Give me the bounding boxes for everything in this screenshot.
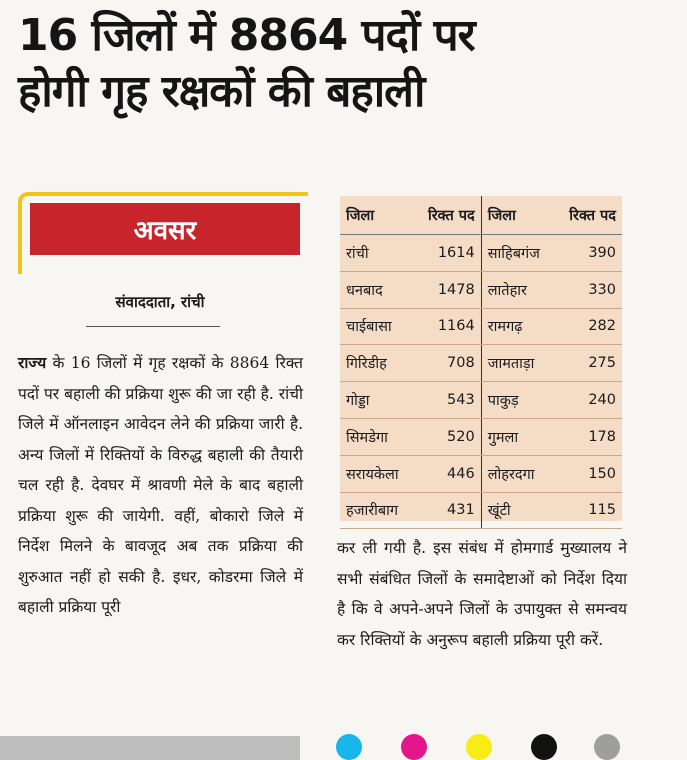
vacancy-table bbox=[340, 196, 622, 529]
byline: संवाददाता, रांची bbox=[115, 293, 205, 311]
table-row bbox=[340, 271, 622, 308]
header-vacancy-1: रिक्त पद bbox=[414, 196, 482, 235]
district-cell: लातेहार bbox=[481, 271, 555, 308]
table-row bbox=[340, 455, 622, 492]
district-cell: खूंटी bbox=[481, 492, 555, 529]
header-vacancy-2: रिक्त पद bbox=[555, 196, 622, 235]
vacancy-cell: 330 bbox=[555, 271, 622, 308]
table-row bbox=[340, 418, 622, 455]
black-registration-dot bbox=[531, 734, 557, 760]
vacancy-cell: 150 bbox=[555, 455, 622, 492]
table-row bbox=[340, 492, 622, 529]
district-cell: धनबाद bbox=[340, 271, 414, 308]
vacancy-table-body bbox=[340, 235, 622, 529]
table-row bbox=[340, 345, 622, 382]
district-cell: साहिबगंज bbox=[481, 235, 555, 272]
district-cell: रामगढ़ bbox=[481, 308, 555, 345]
article-lead-word: राज्य bbox=[18, 354, 47, 372]
district-cell: गोड्डा bbox=[340, 382, 414, 419]
vacancy-cell: 115 bbox=[555, 492, 622, 529]
district-cell: पाकुड़ bbox=[481, 382, 555, 419]
vacancy-cell: 390 bbox=[555, 235, 622, 272]
vacancy-cell: 543 bbox=[414, 382, 482, 419]
magenta-registration-dot bbox=[401, 734, 427, 760]
vacancy-cell: 431 bbox=[414, 492, 482, 529]
yellow-registration-dot bbox=[466, 734, 492, 760]
headline bbox=[18, 8, 678, 121]
vacancy-cell: 446 bbox=[414, 455, 482, 492]
vacancy-cell: 520 bbox=[414, 418, 482, 455]
article-column-1 bbox=[18, 348, 303, 623]
district-cell: हजारीबाग bbox=[340, 492, 414, 529]
district-cell: चाईबासा bbox=[340, 308, 414, 345]
district-cell: जामताड़ा bbox=[481, 345, 555, 382]
table-header-row bbox=[340, 196, 622, 235]
article-column-2: कर ली गयी है. इस संबंध में होमगार्ड मुख्यालय ने सभी संबंधित जिलों के समादेष्टाओं को निर्देश दिया है कि वे अपने-अपने जिलों के उपायुक्त से समन्वय कर रिक्तियों के अनुरूप बहाली प्रक्रिया पूरी करें. bbox=[337, 539, 627, 649]
vacancy-cell: 178 bbox=[555, 418, 622, 455]
district-cell: सिमडेगा bbox=[340, 418, 414, 455]
header-district-2: जिला bbox=[481, 196, 555, 235]
vacancy-cell: 1614 bbox=[414, 235, 482, 272]
gray-registration-dot bbox=[594, 734, 620, 760]
district-cell: सरायकेला bbox=[340, 455, 414, 492]
district-cell: लोहरदगा bbox=[481, 455, 555, 492]
vacancy-cell: 708 bbox=[414, 345, 482, 382]
section-tag: अवसर bbox=[30, 203, 300, 255]
district-cell: रांची bbox=[340, 235, 414, 272]
vacancy-cell: 1164 bbox=[414, 308, 482, 345]
vacancy-cell: 275 bbox=[555, 345, 622, 382]
cyan-registration-dot bbox=[336, 734, 362, 760]
table-row bbox=[340, 382, 622, 419]
vacancy-table-box bbox=[340, 196, 622, 521]
bottom-gray-bar bbox=[0, 736, 300, 760]
article-column-1-text: के 16 जिलों में गृह रक्षकों के 8864 रिक्त पदों पर बहाली की प्रक्रिया शुरू की जा रही है. रांची जिले में ऑनलाइन आवेदन लेने की प्रक्रिया जारी है. अन्य जिलों में रिक्तियों के विरुद्ध बहाली की तैयारी चल रही है. देवघर में श्रावणी मेले के बाद बहाली प्रक्रिया शुरू की जायेगी. वहीं, बोकारो जिले में निर्देश मिलने के बावजूद अब तक प्रक्रिया की शुरुआत नहीं हो सकी है. इधर, कोडरमा जिले में बहाली प्रक्रिया पूरी bbox=[18, 354, 303, 616]
vacancy-cell: 282 bbox=[555, 308, 622, 345]
table-row bbox=[340, 235, 622, 272]
header-district-1: जिला bbox=[340, 196, 414, 235]
vacancy-cell: 240 bbox=[555, 382, 622, 419]
headline-line-2: होगी गृह रक्षकों की बहाली bbox=[18, 66, 425, 118]
byline-rule bbox=[86, 326, 220, 327]
district-cell: गिरिडीह bbox=[340, 345, 414, 382]
vacancy-cell: 1478 bbox=[414, 271, 482, 308]
district-cell: गुमला bbox=[481, 418, 555, 455]
table-row bbox=[340, 308, 622, 345]
headline-line-1: 16 जिलों में 8864 पदों पर bbox=[18, 10, 475, 61]
